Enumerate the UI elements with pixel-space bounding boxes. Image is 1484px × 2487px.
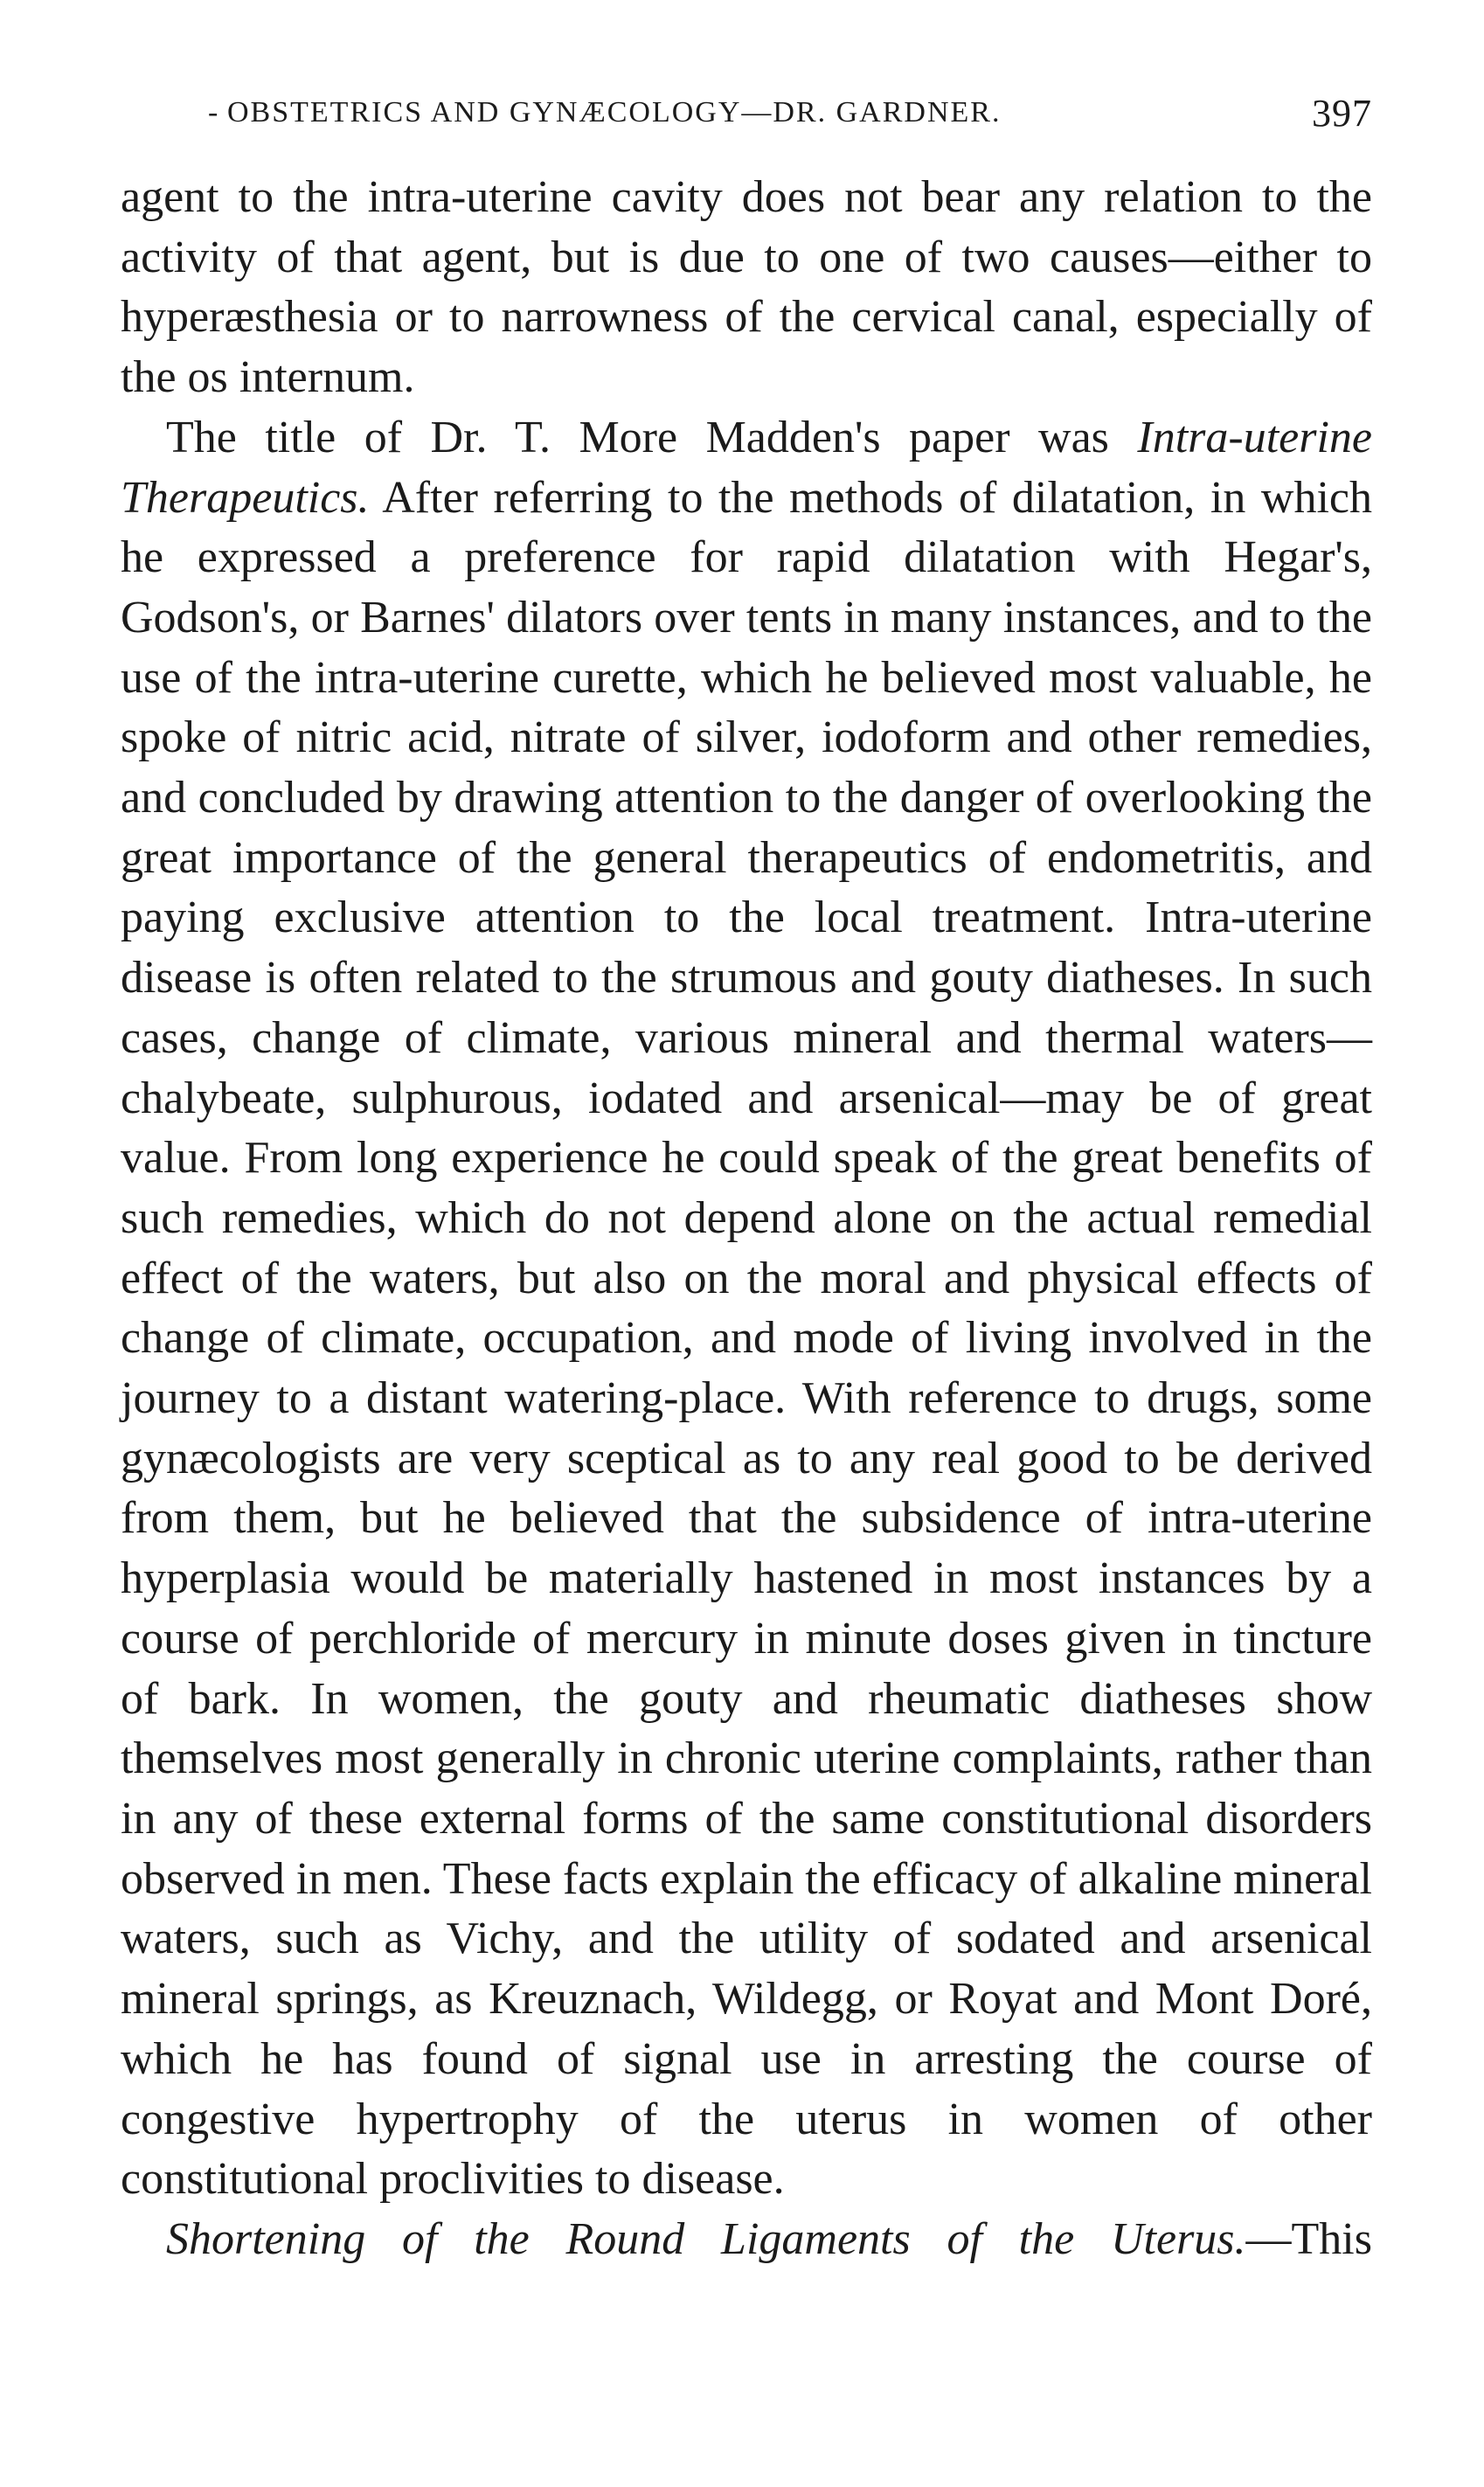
page-number: 397 <box>1312 92 1372 135</box>
paragraph-continuation <box>121 168 1372 408</box>
paper-title: Intra-uterine Therapeutics. <box>121 412 1372 523</box>
paragraph-madden-paper <box>121 408 1372 2210</box>
paragraph-intro-text: The title of Dr. T. More Madden's paper was <box>166 412 1138 462</box>
section-heading: Shortening of the Round Ligaments of the Uterus. <box>166 2213 1246 2264</box>
paragraph-text: —This <box>1245 2213 1372 2264</box>
paragraph-text: agent to the intra-uterine cavity does not bear any relation to the activity of that agent, but is due to one of two causes—either to hyperæsthesia or to narrowness of the cervical canal, especially of the os internum. <box>121 172 1372 403</box>
body-text <box>121 168 1372 2270</box>
running-head <box>210 87 1372 140</box>
paragraph-text: After referring to the methods of dilatation, in which he expressed a preference for rapid dilatation with Hegar's, Godson's, or Barnes' dilators over tents in many instances, and to the use of the intra-uterine curette, which he believed most valuable, he spoke of nitric acid, nitrate of silver, iodoform and other remedies, and concluded by drawing attention to the danger of overlooking the great importance of the general therapeutics of endometritis, and paying exclusive attention to the local treatment. Intra-uterine disease is often related to the strumous and gouty diatheses. In such cases, change of climate, various mineral and thermal waters—chalybeate, sulphurous, iodated and arsenical—may be of great value. From long experience he could speak of the great benefits of such remedies, which do not depend alone on the actual remedial effect of the waters, but also on the moral and physical effects of change of climate, occupation, and mode of living involved in the journey to a distant watering-place. With reference to drugs, some gynæcologists are very sceptical as to any real good to be derived from them, but he believed that the subsidence of intra-uterine hyperplasia would be materially hastened in most instances by a course of perchloride of mercury in minute doses given in tincture of bark. In women, the gouty and rheumatic diatheses show themselves most generally in chronic uterine complaints, rather than in any of these external forms of the same constitutional disorders observed in men. These facts explain the efficacy of alkaline mineral waters, such as Vichy, and the utility of sodated and arsenical mineral springs, as Kreuznach, Wildegg, or Royat and Mont Doré, which he has found of signal use in arresting the course of congestive hypertrophy of the uterus in women of other constitutional proclivities to disease. <box>121 472 1372 2205</box>
running-title: - OBSTETRICS AND GYNÆCOLOGY—DR. GARDNER. <box>227 96 1001 129</box>
paragraph-next-section <box>121 2210 1372 2270</box>
